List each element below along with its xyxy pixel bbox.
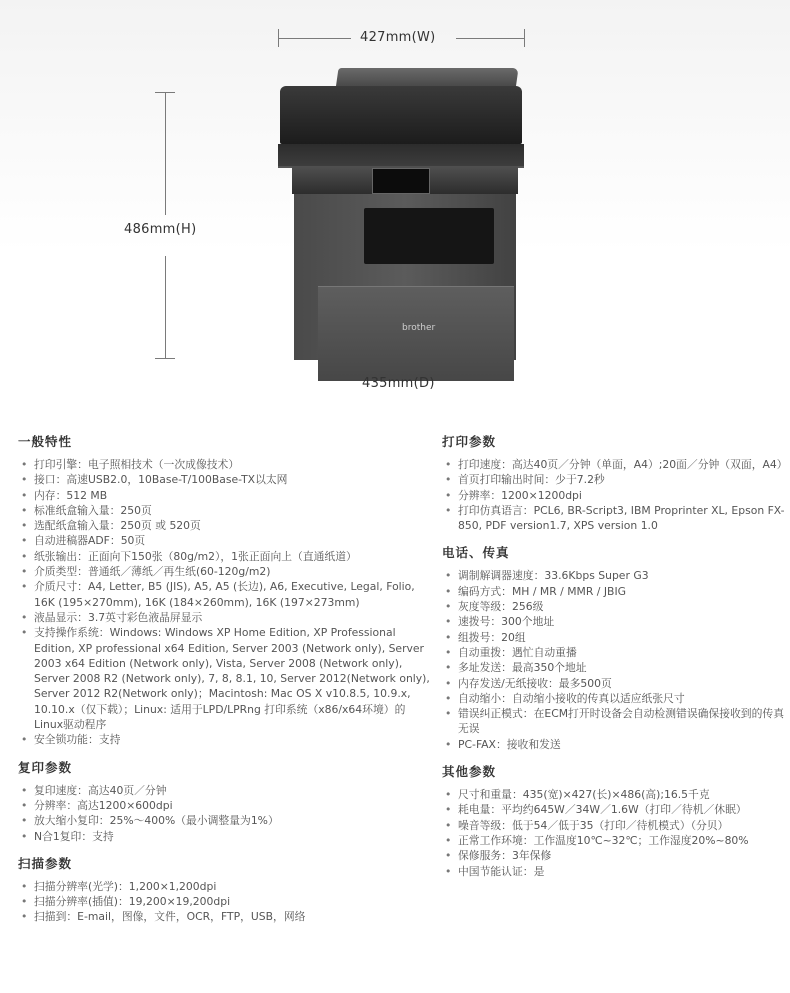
printer-scanner (278, 144, 524, 168)
spec-item: • 分辨率：1200×1200dpi (442, 488, 787, 503)
spec-item: • 调制解调器速度：33.6Kbps Super G3 (442, 568, 787, 583)
spec-item: • 复印速度：高达40页／分钟 (18, 783, 430, 798)
spec-column-left (18, 432, 430, 935)
spec-item: • 支持操作系统：Windows: Windows XP Home Edition, XP Professional Edition, XP professional x64 Edition, Server 2003 (Network only), Server 2003 x64 Edition (Network only), Vista, Server 2008 (Network only), Server 2008 R2 (Network only), 7, 8, 8.1, 10, Server 2012(Network only), Server 2012 R2(Network only)；Macintosh: Mac OS X v10.8.5, 10.9.x, 10.10.x（仅下载）；Linux: 适用于LPD/LPRng 打印系统（x86/x64环境）的Linux驱动程序 (18, 625, 430, 732)
general-section-title: 一般特性 (18, 434, 73, 449)
spec-item: • 耗电量：平均约645W／34W／1.6W（打印／待机／休眠） (442, 802, 787, 817)
spec-item: • 噪音等级：低于54／低于35（打印／待机模式）（分贝） (442, 818, 787, 833)
spec-item: • 介质尺寸：A4, Letter, B5 (JIS), A5, A5 (长边), A6, Executive, Legal, Folio, 16K (195×270mm), 16K (184×260mm), 16K (197×273mm) (18, 579, 430, 610)
spec-item: • 速拨号：300个地址 (442, 614, 787, 629)
spec-item: • 自动重拨：遇忙自动重播 (442, 645, 787, 660)
width-dimension-line-right (456, 38, 524, 39)
spec-item: • 组拨号：20组 (442, 630, 787, 645)
other-section-title: 其他参数 (442, 764, 497, 780)
spec-item: • 打印仿真语言：PCL6, BR-Script3, IBM Proprinter XL, Epson FX-850, PDF version1.7, XPS version 1.0 (442, 503, 787, 534)
printer-lcd-screen (372, 168, 430, 194)
height-dimension-line-bottom (165, 256, 166, 358)
print-section-title: 打印参数 (442, 434, 497, 449)
spec-item: • 正常工作环境：工作温度10℃~32℃；工作湿度20%~80% (442, 833, 787, 848)
spec-item: • 首页打印输出时间：少于7.2秒 (442, 472, 787, 487)
spec-item: • PC-FAX：接收和发送 (442, 737, 787, 752)
fax-section-title: 电话、传真 (442, 545, 510, 561)
printer-paper-cassette (318, 286, 514, 381)
spec-item: • 自动缩小：自动缩小接收的传真以适应纸张尺寸 (442, 691, 787, 706)
scan-section-title: 扫描参数 (18, 855, 73, 871)
spec-item: • N合1复印：支持 (18, 829, 430, 844)
printer-output-slot (364, 208, 494, 264)
scan-spec-list (18, 879, 430, 925)
spec-item: • 保修服务：3年保修 (442, 848, 787, 863)
spec-item: • 多址发送：最高350个地址 (442, 660, 787, 675)
general-spec-list (18, 457, 430, 748)
width-dimension-tick-right (524, 29, 525, 47)
spec-item: • 编码方式：MH / MR / MMR / JBIG (442, 584, 787, 599)
spec-item: • 介质类型：普通纸／薄纸／再生纸(60-120g/m2) (18, 564, 430, 579)
spec-item: • 中国节能认证：是 (442, 864, 787, 879)
height-dimension-label: 486mm(H) (124, 222, 197, 237)
width-dimension-line-left (279, 38, 351, 39)
spec-item: • 分辨率：高达1200×600dpi (18, 798, 430, 813)
spec-item: • 自动进稿器ADF：50页 (18, 533, 430, 548)
product-hero (0, 0, 790, 420)
print-spec-list (442, 457, 787, 533)
spec-item: • 尺寸和重量：435(宽)×427(长)×486(高);16.5千克 (442, 787, 787, 802)
spec-item: • 灰度等级：256级 (442, 599, 787, 614)
copy-section-title: 复印参数 (18, 759, 73, 775)
spec-item: • 打印引擎：电子照相技术（一次成像技术） (18, 457, 430, 472)
spec-item: • 内存：512 MB (18, 488, 430, 503)
spec-item: • 扫描分辨率(插值)：19,200×19,200dpi (18, 894, 430, 909)
spec-column-right (442, 432, 787, 889)
printer-brand-logo: brother (402, 323, 436, 333)
spec-item: • 打印速度：高达40页／分钟（单面，A4）;20面／分钟（双面，A4） (442, 457, 787, 472)
spec-item: • 标准纸盒输入量：250页 (18, 503, 430, 518)
printer-body (294, 194, 516, 360)
spec-item: • 扫描分辨率(光学)：1,200×1,200dpi (18, 879, 430, 894)
other-spec-list (442, 787, 787, 879)
depth-dimension-label: 435mm(D) (362, 376, 435, 391)
height-dimension-tick-bottom (155, 358, 175, 359)
copy-spec-list (18, 783, 430, 844)
spec-item: • 放大缩小复印：25%～400%（最小调整量为1%） (18, 813, 430, 828)
spec-item: • 安全锁功能：支持 (18, 732, 430, 747)
height-dimension-line-top (165, 93, 166, 215)
spec-item: • 错误纠正模式：在ECM打开时设备会自动检测错误确保接收到的传真无误 (442, 706, 787, 737)
spec-item: • 内存发送/无纸接收：最多500页 (442, 676, 787, 691)
fax-spec-list (442, 568, 787, 752)
width-dimension-label: 427mm(W) (360, 30, 436, 45)
spec-item: • 纸张输出：正面向下150张（80g/m2），1张正面向上（直通纸道） (18, 549, 430, 564)
spec-item: • 扫描到：E-mail，图像，文件，OCR，FTP，USB，网络 (18, 909, 430, 924)
printer-image (276, 68, 526, 360)
printer-adf (280, 86, 522, 144)
spec-item: • 选配纸盒输入量：250页 或 520页 (18, 518, 430, 533)
spec-item: • 液晶显示：3.7英寸彩色液晶屏显示 (18, 610, 430, 625)
spec-item: • 接口：高速USB2.0，10Base-T/100Base-TX以太网 (18, 472, 430, 487)
